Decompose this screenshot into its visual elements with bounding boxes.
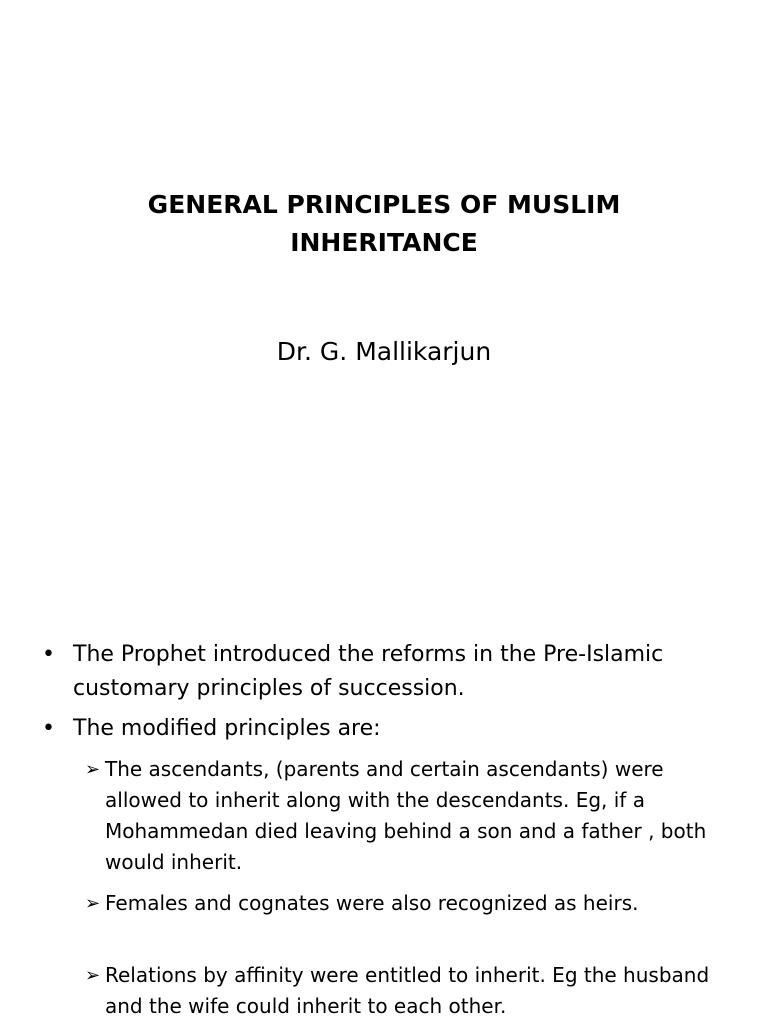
bullet-list bbox=[42, 638, 722, 752]
sub-bullet-item bbox=[85, 960, 741, 1022]
sub-bullet-text: Relations by affinity were entitled to inherit. Eg the husband and the wife could inherit to each other. bbox=[105, 963, 710, 1018]
sub-bullet-list bbox=[85, 754, 741, 1032]
bullet-text: The Prophet introduced the reforms in the Pre-Islamic customary principles of succession. bbox=[73, 642, 664, 701]
bullet-item bbox=[42, 638, 722, 706]
sub-bullet-item bbox=[85, 888, 741, 919]
sub-bullet-text: The ascendants, (parents and certain ascendants) were allowed to inherit along with the descendants. Eg, if a Mohammedan died leaving behind a son and a father , both would inherit. bbox=[105, 757, 707, 874]
sub-bullet-item bbox=[85, 754, 741, 878]
slide-title: GENERAL PRINCIPLES OF MUSLIM INHERITANCE bbox=[147, 190, 621, 257]
bullet-text: The modified principles are: bbox=[73, 716, 381, 741]
sub-bullet-text: Females and cognates were also recognized as heirs. bbox=[105, 891, 639, 915]
bullet-icon: • bbox=[42, 716, 55, 741]
arrow-bullet-icon: ➢ bbox=[85, 893, 101, 914]
bullet-icon: • bbox=[42, 642, 55, 667]
content-slide bbox=[0, 576, 768, 1024]
bullet-item bbox=[42, 712, 722, 746]
arrow-bullet-icon: ➢ bbox=[85, 965, 101, 986]
author-name: Dr. G. Mallikarjun bbox=[276, 337, 492, 366]
arrow-bullet-icon: ➢ bbox=[85, 759, 101, 780]
